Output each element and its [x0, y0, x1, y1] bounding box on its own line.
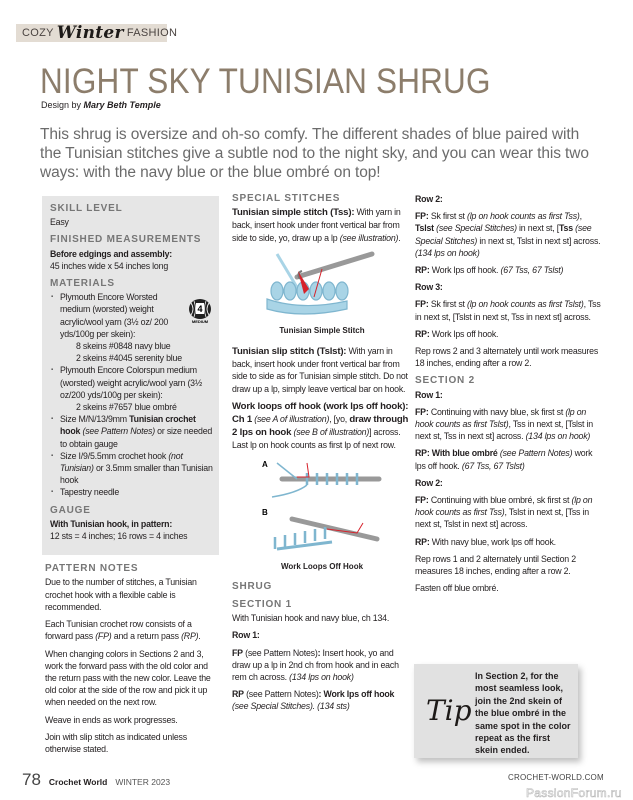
text-segment: (see Pattern Notes)	[243, 689, 319, 700]
text-segment: Tunisian crochet hook	[60, 414, 196, 437]
paragraph	[415, 406, 601, 443]
text-segment: With navy blue, work lps off hook.	[429, 536, 556, 547]
section-heading	[232, 599, 412, 611]
paragraph	[232, 688, 412, 712]
text-segment: 2 skeins #7657 blue ombré	[76, 402, 177, 413]
text-segment: (see Special Stitches)	[415, 223, 592, 246]
text-segment: SPECIAL STITCHES	[232, 193, 341, 204]
text-segment: : Work lps off hook	[318, 689, 395, 700]
text-segment: :	[317, 647, 321, 658]
text-segment: Row 2:	[415, 477, 443, 488]
text-segment: (lp on hook counts as first Tslst)	[467, 299, 584, 310]
text-segment: (67 Tss, 67 Tslst)	[461, 460, 525, 471]
paragraph	[45, 731, 219, 755]
text-segment: .	[198, 631, 201, 642]
text-segment: Insert hook, yo and draw up a lp in 2nd ch from hook and in each rem ch across.	[232, 647, 399, 683]
text-segment: (see B of illustration)	[291, 427, 370, 438]
text-segment: Before edgings and assembly:	[50, 248, 172, 259]
text-segment: FP:	[415, 299, 429, 310]
paragraph	[415, 582, 601, 594]
row-heading	[415, 193, 601, 205]
text-segment: 8 skeins #0848 navy blue	[76, 341, 171, 352]
text-segment: Rep rows 2 and 3 alternately until work measures 18 inches, ending after a row 2.	[415, 346, 599, 369]
paragraph	[50, 248, 214, 260]
paragraph	[50, 260, 214, 272]
text-segment: (see Pattern Notes)	[242, 647, 318, 658]
text-segment: FP:	[415, 406, 429, 417]
text-segment: Size I/9/5.5mm crochet hook	[60, 450, 169, 461]
text-segment: or size needed to obtain gauge	[60, 426, 213, 449]
text-segment: (134 lps on hook)	[525, 431, 591, 442]
paragraph	[415, 264, 601, 276]
text-segment: in next st, Tslst in next st] across.	[477, 235, 601, 246]
text-segment: MATERIALS	[50, 278, 115, 290]
list-item	[50, 413, 214, 450]
text-segment: ] across. Last lp on hook counts as first lp of next row.	[232, 427, 401, 451]
text-segment: RP:	[415, 265, 430, 276]
intro-text: This shrug is oversize and oh-so comfy. The different shades of blue paired with the Tunisian stitches give a subtle nod to the night sky, and you can wear this two ways: with the navy blue or the blue ombré on top!	[40, 126, 589, 181]
paragraph	[45, 618, 219, 642]
text-segment: Plymouth Encore Colorspun medium (worsted) weight acrylic/wool yarn (3½ oz/200 yds/100g per skein):	[60, 365, 202, 400]
paragraph	[415, 494, 601, 531]
text-segment: Size M/N/13/9mm	[60, 414, 130, 425]
list-subitem	[50, 340, 214, 352]
paragraph	[415, 210, 601, 259]
illustration-2-caption: Work Loops Off Hook	[280, 561, 364, 571]
paragraph	[45, 648, 219, 709]
text-segment: (RP)	[181, 631, 199, 642]
text-segment: Weave in ends as work progresses.	[45, 714, 178, 725]
text-segment: and a return pass	[111, 631, 182, 642]
text-segment: (FP)	[95, 631, 112, 642]
paragraph	[232, 345, 412, 395]
text-segment: (lp on hook counts as first Tss)	[467, 211, 580, 222]
left-column	[42, 196, 219, 760]
list-item	[50, 364, 214, 401]
text-segment: With yarn in back, insert hook under front vertical bar from side to side as for Tunisian simple stitch. Do not draw up a lp, simply leave vertical bar on hook.	[232, 346, 408, 394]
text-segment: PATTERN NOTES	[45, 563, 139, 575]
list-subitem	[50, 352, 214, 364]
text-segment: Row 1:	[415, 389, 443, 400]
paragraph	[415, 345, 601, 369]
text-segment: Row 2:	[415, 194, 443, 204]
text-segment: Work lps off hook.	[429, 328, 499, 339]
text-segment: Easy	[50, 217, 69, 228]
section-heading	[50, 234, 214, 246]
text-segment: Row 3:	[415, 282, 443, 293]
paragraph	[50, 216, 214, 228]
text-segment: in next st, [	[516, 223, 559, 234]
text-segment: Continuing with navy blue, sk first st	[428, 406, 566, 417]
text-segment: GAUGE	[50, 504, 91, 516]
paragraph	[50, 530, 214, 542]
text-segment: Tslst	[415, 223, 434, 234]
tag-winter: Winter	[56, 23, 124, 43]
text-segment: Join with slip stitch as indicated unless otherwise stated.	[45, 731, 187, 754]
paragraph	[415, 447, 601, 471]
text-segment: work lps off hook.	[415, 448, 593, 471]
list-item	[50, 486, 214, 498]
text-segment: 12 sts = 4 inches; 16 rows = 4 inches	[50, 531, 188, 542]
text-segment: , [yo,	[329, 414, 350, 425]
section-heading	[50, 505, 214, 517]
byline	[41, 100, 161, 110]
text-segment: RP	[232, 689, 244, 700]
tunisian-simple-stitch-illustration	[262, 249, 382, 321]
row-heading	[415, 281, 601, 293]
paragraph	[232, 612, 412, 624]
special-stitches-b	[232, 345, 412, 452]
text-segment: (not Tunisian)	[60, 450, 183, 474]
tip-box	[414, 664, 578, 758]
text-segment: With Tunisian hook and navy blue, ch 134.	[232, 613, 390, 624]
text-segment: SHRUG	[232, 580, 273, 592]
work-loops-off-hook-illustration	[257, 457, 387, 557]
page-title: NIGHT SKY TUNISIAN SHRUG	[40, 62, 491, 101]
text-segment: RP:	[415, 536, 430, 547]
text-segment: (134 lps on hook)	[415, 247, 480, 258]
text-segment: Rep rows 1 and 2 alternately until Section 2 measures 18 inches, ending after a row 2.	[415, 553, 576, 577]
text-segment: Due to the number of stitches, a Tunisian crochet hook with a flexible cable is recommended.	[45, 577, 197, 612]
paragraph	[232, 647, 412, 684]
text-segment: 2 skeins #4045 serenity blue	[76, 353, 182, 364]
tag-cozy: COZY	[22, 27, 54, 39]
yarn-weight-number: 4	[197, 304, 203, 314]
text-segment: Each Tunisian crochet row consists of a forward pass	[45, 619, 192, 642]
right-column	[415, 193, 601, 599]
paragraph	[232, 400, 412, 452]
text-segment: (lp on hook counts as first Tss)	[415, 495, 593, 518]
text-segment: (see Special Stitches)	[433, 223, 517, 234]
byline-prefix: Design by	[41, 100, 82, 110]
paragraph	[415, 298, 601, 322]
text-segment: Tunisian simple stitch (Tss):	[232, 207, 355, 219]
text-segment: (lp on hook counts as first Tslst)	[415, 406, 587, 430]
text-segment: Work lps off hook.	[429, 265, 501, 276]
text-segment: SECTION 1	[232, 599, 292, 611]
illustration-label-a: A	[262, 459, 268, 469]
section-heading	[50, 203, 214, 215]
text-segment: Tunisian slip stitch (Tslst):	[232, 346, 347, 358]
text-segment: Work loops off hook (work lps off hook): Ch 1	[232, 400, 409, 426]
paragraph	[415, 328, 601, 340]
text-segment: ,	[579, 211, 582, 222]
text-segment: With yarn in back, insert hook under front vertical bar from side to side, yo, draw up a lp	[232, 207, 401, 243]
text-segment: (see Pattern Notes)	[80, 426, 155, 437]
middle-column	[232, 193, 412, 718]
text-segment: FP:	[415, 211, 429, 222]
magazine-name: Crochet World	[48, 777, 108, 787]
paragraph	[45, 576, 219, 613]
section-heading	[50, 278, 214, 290]
text-segment: 45 inches wide x 54 inches long	[50, 260, 169, 271]
issue-label: WINTER 2023	[115, 777, 171, 787]
text-segment: (see Pattern Notes)	[497, 448, 573, 459]
text-segment: With Tunisian hook, in pattern:	[50, 518, 173, 529]
text-segment: RP:	[415, 328, 430, 339]
text-segment: Tss	[559, 223, 573, 234]
section-tag	[16, 23, 178, 43]
text-segment: SECTION 2	[415, 375, 475, 387]
list-subitem	[50, 401, 214, 413]
shrug-section	[232, 581, 412, 713]
tag-fashion: FASHION	[126, 27, 178, 39]
section-heading	[45, 563, 219, 575]
text-segment: FINISHED MEASUREMENTS	[50, 234, 202, 246]
tip-label: Tip	[426, 694, 472, 727]
text-segment: , Tss in next st, [Tslst in next st, Tss in next st] across.	[415, 299, 601, 322]
text-segment: Plymouth Encore Worsted medium (worsted) weight acrylic/wool yarn (3½ oz/ 200 yds/100g per skein):	[60, 292, 169, 339]
info-box-content	[50, 203, 214, 542]
footer-left	[22, 770, 170, 790]
yarn-weight-label: MEDIUM	[191, 319, 209, 324]
text-segment: (67 Tss, 67 Tslst)	[500, 265, 564, 276]
materials-box	[42, 196, 219, 555]
text-segment: When changing colors in Sections 2 and 3, work the forward pass with the old color and the return pass with the new color. Leave the old color at the side of the row and pick it up when needed on the next row.	[45, 648, 211, 708]
row-heading	[415, 477, 601, 489]
designer-name: Mary Beth Temple	[83, 100, 161, 110]
tip-text: In Section 2, for the most seamless look, join the 2nd skein of the blue ombré in the same spot in the color repeat as the first skein ended.	[475, 671, 571, 756]
text-segment: or 3.5mm smaller than Tunisian hook	[60, 463, 213, 486]
text-segment: (134 lps on hook)	[289, 672, 354, 683]
text-segment: Sk first st	[428, 299, 468, 310]
text-segment: RP: With blue ombré	[415, 448, 498, 459]
text-segment: FP	[232, 647, 243, 658]
row-heading	[232, 629, 412, 641]
text-segment: Sk first st	[428, 211, 468, 222]
paragraph	[45, 714, 219, 726]
paragraph	[415, 536, 601, 548]
website: CROCHET-WORLD.COM	[508, 773, 604, 782]
text-segment: (see illustration)	[339, 232, 399, 243]
paragraph	[232, 206, 412, 244]
list-item	[50, 450, 214, 487]
illustration-label-b: B	[262, 507, 268, 517]
yarn-weight-icon	[187, 298, 213, 324]
section-heading	[232, 193, 412, 205]
text-segment: Fasten off blue ombré.	[415, 583, 499, 594]
text-segment: , Tslst in next st, [Tss in next st, Tslst in next st] across.	[415, 507, 589, 530]
paragraph	[415, 553, 601, 577]
section-heading	[232, 581, 412, 593]
page-number: 78	[22, 770, 41, 789]
illustration-1-caption: Tunisian Simple Stitch	[279, 325, 365, 335]
text-segment: (see Special Stitches). (134 sts)	[232, 701, 350, 712]
text-segment: SKILL LEVEL	[50, 203, 123, 214]
text-segment: FP:	[415, 495, 429, 506]
text-segment: Continuing with blue ombré, sk first st	[428, 495, 572, 506]
section-heading	[415, 375, 601, 387]
text-segment: Row 1:	[232, 630, 260, 641]
row-heading	[415, 389, 601, 401]
text-segment: draw through 2 lps on hook	[232, 414, 409, 439]
text-segment: , Tss in next st, [Tslst in next st, Tss in next st] across.	[415, 419, 593, 442]
watermark: PassionForum.ru	[526, 786, 622, 800]
special-stitches-a	[232, 193, 412, 244]
paragraph	[50, 518, 214, 530]
text-segment: Tapestry needle	[60, 487, 120, 498]
text-segment: (see A of illustration)	[252, 414, 330, 425]
text-segment: .	[398, 232, 401, 243]
pattern-notes	[42, 563, 219, 755]
